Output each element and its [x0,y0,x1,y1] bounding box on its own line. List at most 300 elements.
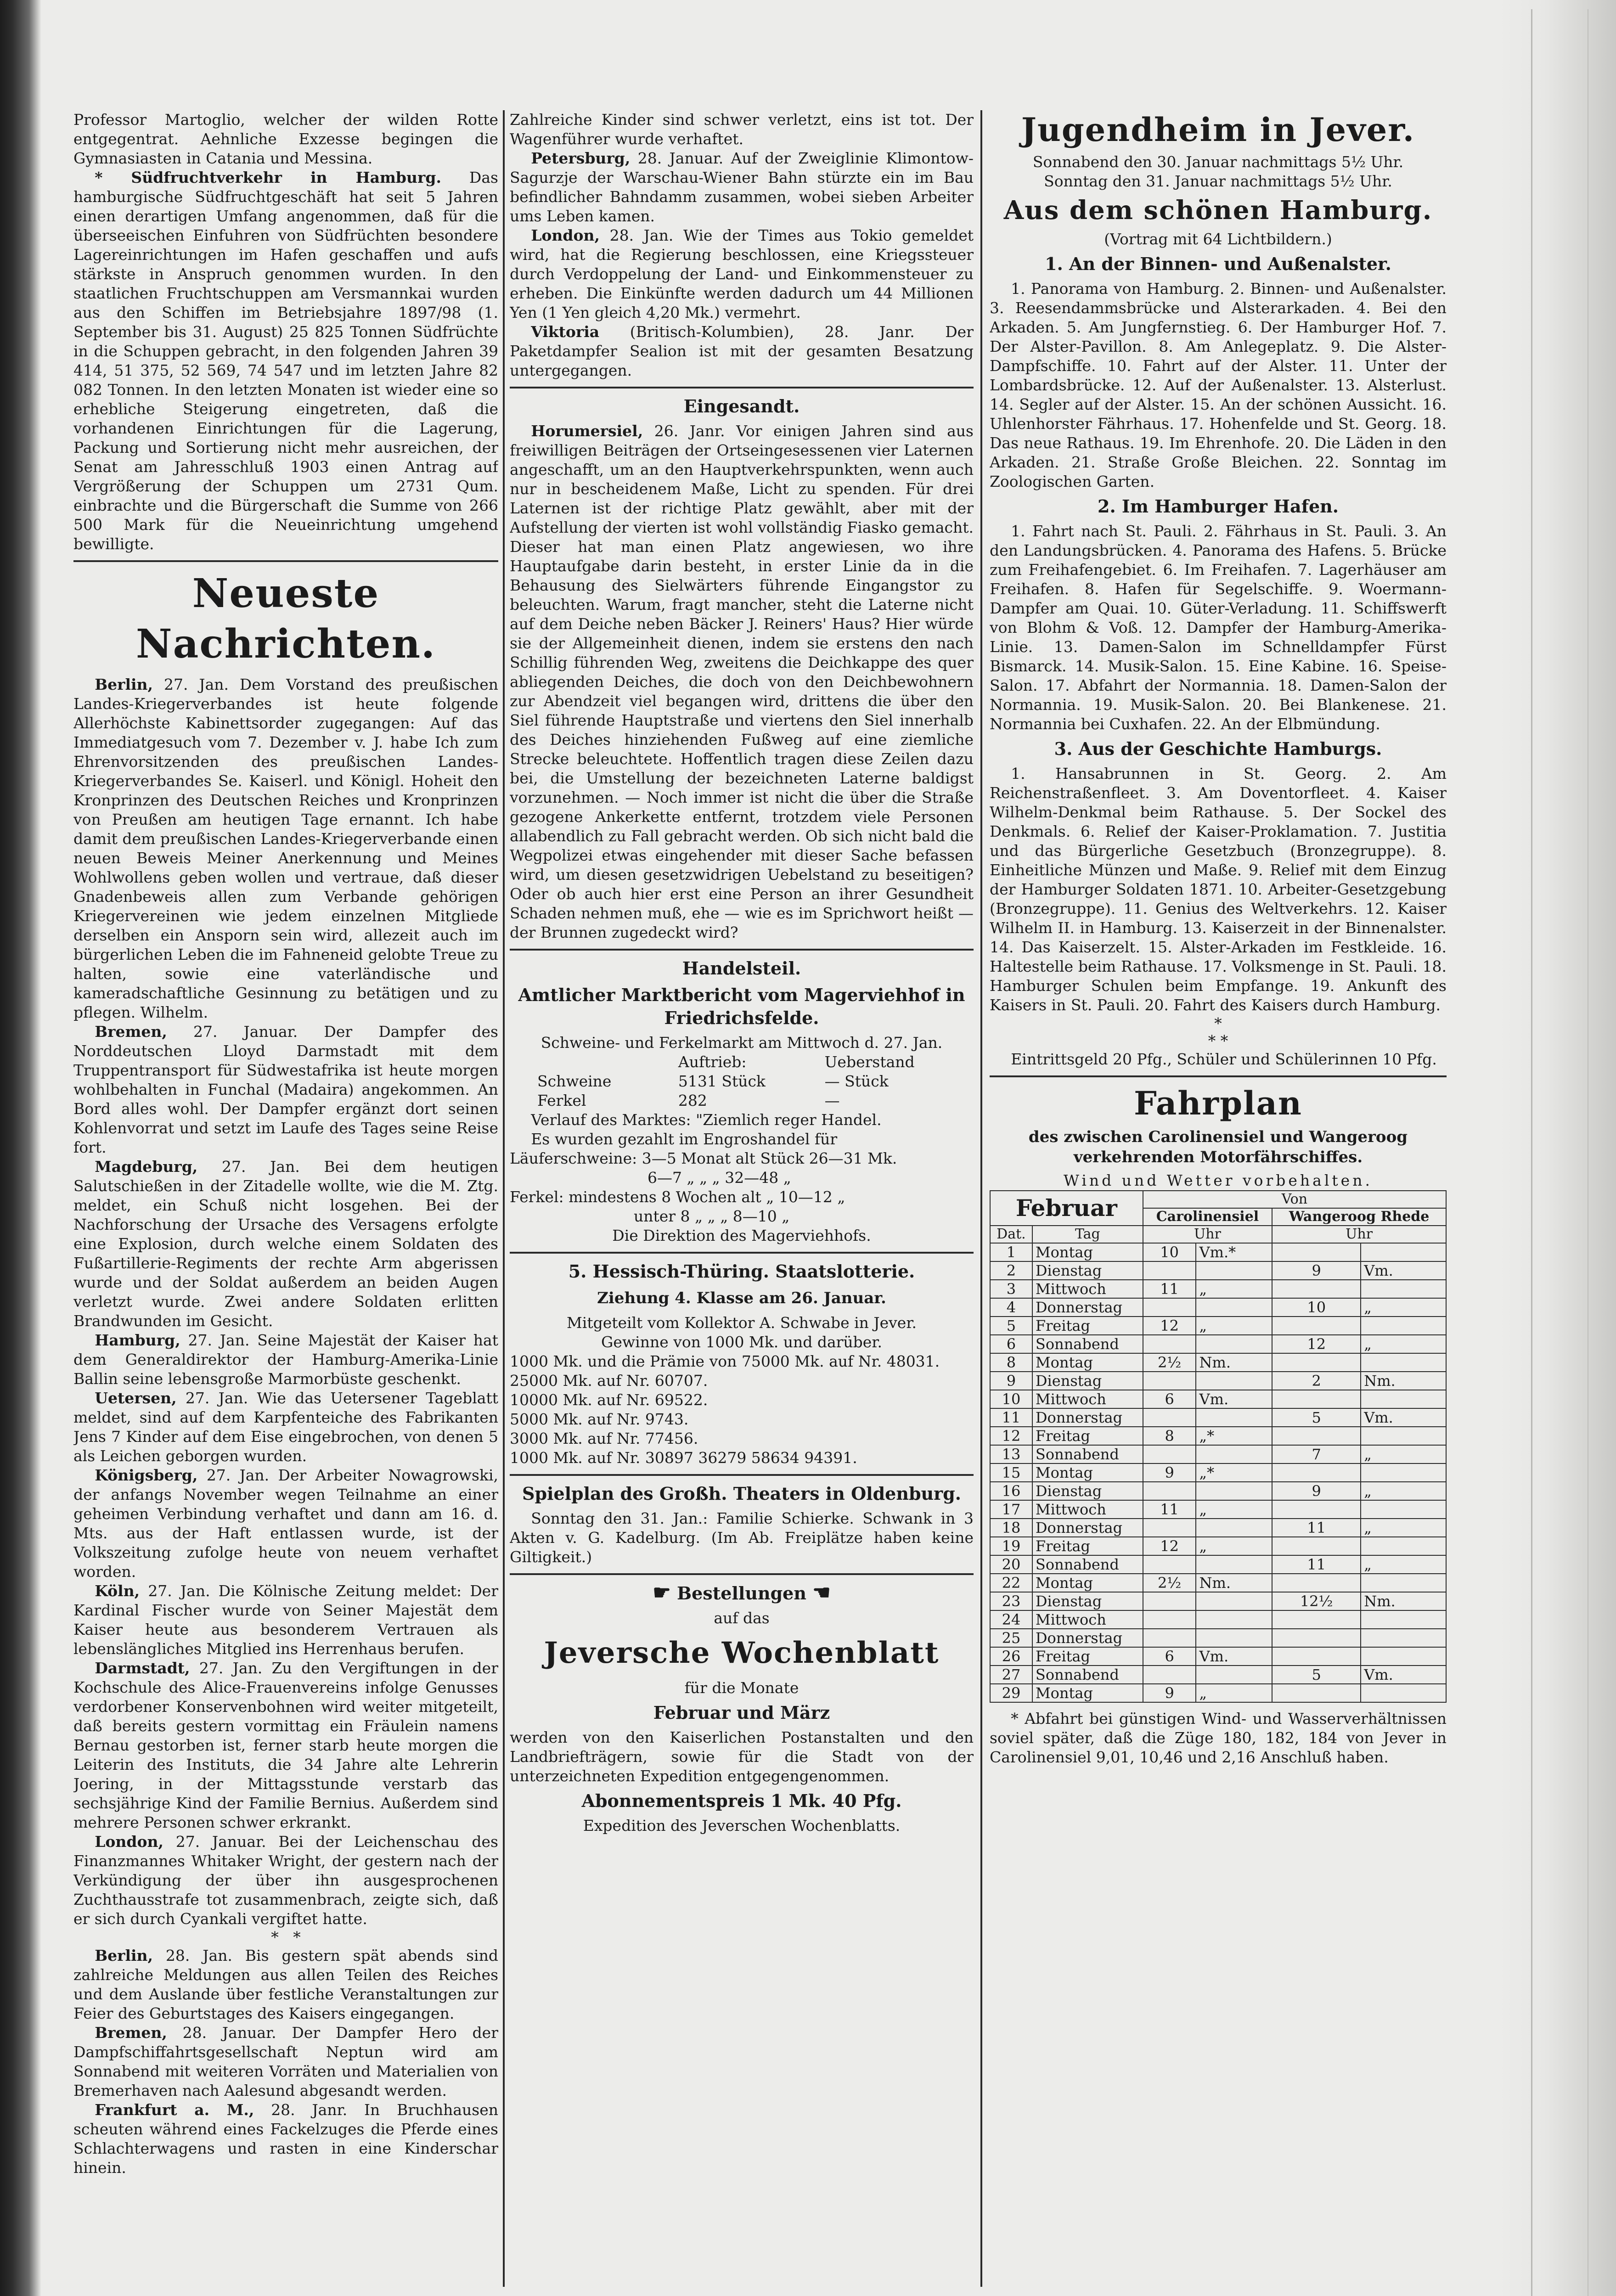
table-header-row [990,1191,1446,1208]
table-cell: 1 [990,1243,1032,1261]
order-fuer-monate: für die Monate [684,1679,799,1697]
table-cell: 11 [990,1408,1032,1427]
letter-head: Horumersiel, [531,422,643,440]
table-cell: 12 [1143,1317,1196,1335]
table-cell [1272,1317,1361,1335]
table-row [990,1610,1446,1629]
star-separator-2: * * [1208,1032,1228,1050]
news-head: Königsberg, [95,1466,198,1484]
table-cell: „* [1196,1427,1272,1445]
table-cell: 12½ [1272,1592,1361,1610]
news-berlin [73,675,498,1022]
table-cell [1143,1335,1196,1353]
news-body: 27. Januar. Der Dampfer des Norddeutschen Lloyd Darmstadt mit dem Truppentransport für Südwestafrika ist heute morgen wohlbehalten in Funchal (Madaira) angekommen. An Bord alles wohl. Der Dampfer ergänzt dort seinen Kohlenvorrat und setzt im Laufe des Tages seine Reise fort. [73,1023,498,1156]
table-cell: Mittwoch [1032,1280,1143,1298]
table-cell [1361,1427,1446,1445]
order-heading: Bestellungen [677,1583,806,1604]
table-cell: Montag [1032,1353,1143,1372]
table-cell: 5 [990,1317,1032,1335]
table-row [990,1500,1446,1519]
lottery-ziehung: Ziehung 4. Klasse am 26. Januar. [597,1289,886,1307]
table-row [990,1445,1446,1463]
news-darmstadt [73,1659,498,1832]
table-cell: Nm. [1361,1592,1446,1610]
news-petersburg [510,149,974,226]
table-cell: Nm. [1196,1353,1272,1372]
lottery-prize: 10000 Mk. auf Nr. 69522. [510,1391,708,1409]
table-cell [1143,1629,1196,1647]
table-cell: „ [1361,1445,1446,1463]
table-row [990,1280,1446,1298]
table-cell: Freitag [1032,1537,1143,1555]
news-head: Petersburg, [531,149,631,167]
program-section-1: 1. An der Binnen- und Außenalster. [1045,253,1391,274]
divider [510,1573,974,1575]
table-row [990,1408,1446,1427]
table-cell [1196,1408,1272,1427]
event-vortrag: (Vortrag mit 64 Lichtbildern.) [1104,230,1332,248]
table-cell: Sonnabend [1032,1555,1143,1574]
market-laeufer-2: 6—7 „ „ „ 32—48 „ [648,1169,791,1187]
column-3 [990,110,1447,2287]
table-cell: 6 [1143,1647,1196,1666]
table-row [990,1574,1446,1592]
news-uetersen [73,1389,498,1466]
table-row [990,1537,1446,1555]
table-cell: Montag [1032,1243,1143,1261]
table-cell: 9 [1272,1482,1361,1500]
table-cell: Ferkel [537,1092,586,1109]
table-cell: 10 [1272,1298,1361,1317]
table-cell [1196,1666,1272,1684]
timetable-dat: Dat. [990,1226,1032,1243]
event-date-2: Sonntag den 31. Januar nachmittags 5½ Uhr. [1044,172,1392,190]
column-2 [510,110,974,2287]
table-cell [1196,1445,1272,1463]
table-cell: 11 [1143,1500,1196,1519]
table-row [990,1243,1446,1261]
table-cell [1272,1629,1361,1647]
program-text-3: 1. Hansabrunnen in St. Georg. 2. Am Reichenstraßenfleet. 3. Am Doventorfleet. 4. Kaiser Wilhelm-Denkmal beim Rathause. 5. Der Sockel des Denkmals. 6. Relief der Kaiser-Proklamation. 7. Justitia und das Bürgerliche Gesetzbuch (Bronzegruppe). 8. Einheitliche Münzen und Maße. 9. Relief mit dem Einzug der Hamburger Soldaten 1871. 10. Arbeiter-Gesetzgebung (Bronzegruppe). 11. Genius des Weltverkehrs. 12. Kaiser Wilhelm II. in Hamburg. 13. Kaiserzeit in der Binnenalster. 14. Das Kaiserzelt. 15. Alster-Arkaden im Festkleide. 16. Haltestelle beim Rathause. 17. Volksmenge in St. Pauli. 18. Hamburger Schulen beim Empfange. 19. Ankunft des Kaisers in St. Pauli. 20. Fahrt des Kaisers durch Hamburg. [990,765,1447,1014]
table-cell: 3 [990,1280,1032,1298]
table-cell: 5131 Stück [678,1072,766,1090]
table-cell [1143,1555,1196,1574]
news-hamburg [73,1331,498,1389]
table-cell [1361,1629,1446,1647]
table-cell: Dienstag [1032,1372,1143,1390]
table-cell: 11 [1272,1519,1361,1537]
timetable-body [990,1243,1446,1702]
divider [510,1252,974,1254]
table-cell: Dienstag [1032,1482,1143,1500]
table-cell: 23 [990,1592,1032,1610]
page-edge-lines [1531,9,1588,2296]
table-cell [1361,1463,1446,1482]
table-cell [1196,1592,1272,1610]
table-cell [1196,1482,1272,1500]
table-cell [1361,1500,1446,1519]
paper-name: Jeversche Wochenblatt [544,1636,940,1670]
event-date-1: Sonnabend den 30. Januar nachmittags 5½ Uhr. [1032,153,1404,171]
table-cell: 19 [990,1537,1032,1555]
table-cell: 18 [990,1519,1032,1537]
timetable-uhr: Uhr [1143,1226,1272,1243]
table-cell: 25 [990,1629,1032,1647]
table-header-row [990,1226,1446,1243]
order-price: Abonnementspreis 1 Mk. 40 Pfg. [581,1790,902,1811]
table-cell: 9 [1143,1684,1196,1702]
table-cell [1272,1610,1361,1629]
lottery-kollektor: Mitgeteilt vom Kollektor A. Schwabe in Jever. [567,1314,917,1332]
news-body: 27. Jan. Die Kölnische Zeitung meldet: Der Kardinal Fischer wurde von Seiner Majestät dem Kaiser heute aus besonderem Vertrauen als lebenslängliches Mitglied ins Herrenhaus berufen. [73,1582,498,1658]
table-cell [1196,1629,1272,1647]
table-cell: 22 [990,1574,1032,1592]
table-cell [1361,1390,1446,1408]
table-cell: 26 [990,1647,1032,1666]
table-cell [1143,1519,1196,1537]
table-cell: „ [1196,1280,1272,1298]
table-cell [1196,1555,1272,1574]
pointing-hand-left-icon: ☛ [653,1581,671,1604]
lottery-gewinne: Gewinne von 1000 Mk. und darüber. [601,1333,882,1351]
program-section-2: 2. Im Hamburger Hafen. [1098,496,1339,517]
news-viktoria [510,322,974,380]
table-row [990,1647,1446,1666]
table-cell [1272,1243,1361,1261]
table-cell [1143,1298,1196,1317]
news-body: 27. Jan. Der Arbeiter Nowagrowski, der anfangs November wegen Teilnahme an einer geheimen Verbindung verhaftet und dann am 16. d. Mts. aus der Haft entlassen wurde, ist der Volkszeitung zufolge heute von neuem verhaftet worden. [73,1466,498,1581]
table-header: Auftrieb: [678,1053,747,1071]
market-ferkel-2: unter 8 „ „ „ 8—10 „ [634,1207,790,1225]
table-cell: 6 [1143,1390,1196,1408]
article-suedfrucht [73,168,498,554]
table-cell: 2½ [1143,1353,1196,1372]
table-cell: Sonnabend [1032,1666,1143,1684]
table-cell: Dienstag [1032,1261,1143,1280]
timetable-subtitle: des zwischen Carolinensiel und Wangeroog verkehrenden Motorfährschiffes. [1028,1128,1408,1166]
table-cell: 11 [1143,1280,1196,1298]
news-koenigsberg [73,1466,498,1581]
table-row [990,1390,1446,1408]
table-cell [1272,1647,1361,1666]
table-cell [1143,1372,1196,1390]
table-cell: Montag [1032,1463,1143,1482]
table-row [990,1482,1446,1500]
table-cell: 9 [1143,1463,1196,1482]
news-body: 28. Jan. Bis gestern spät abends sind zahlreiche Meldungen aus allen Teilen des Reiches und dem Auslande über festliche Veranstaltungen zur Feier des Geburtstages des Kaisers eingegangen. [73,1947,498,2022]
table-cell [1361,1243,1446,1261]
table-cell [1272,1427,1361,1445]
table-cell: Sonnabend [1032,1335,1143,1353]
news-body: 28. Jan. Wie der Times aus Tokio gemeldet wird, hat die Regierung beschlossen, eine Kriegssteuer durch Verdoppelung der Land- und Einkommensteuer zu erheben. Die Einkünfte werden dadurch um 44 Millionen Yen (1 Yen gleich 4,20 Mk.) vermehrt. [510,226,974,321]
table-cell: „ [1361,1335,1446,1353]
letter-horumersiel [510,422,974,942]
table-cell [1196,1261,1272,1280]
table-cell: 9 [1272,1261,1361,1280]
table-cell: Mittwoch [1032,1390,1143,1408]
table-header: Ueberstand [824,1053,915,1071]
timetable-wangeroog: Wangeroog Rhede [1272,1208,1446,1226]
table-cell [1196,1335,1272,1353]
section-title-handel: Handelsteil. [682,958,801,979]
news-head: Hamburg, [95,1331,180,1349]
section-title-neueste: Neueste Nachrichten. [135,570,436,667]
table-cell [1196,1610,1272,1629]
table-row [990,1372,1446,1390]
market-intro: Schweine- und Ferkelmarkt am Mittwoch d. 27. Jan. [541,1034,943,1052]
news-body: 27. Jan. Bei dem heutigen Salutschießen in der Zitadelle wollte, wie die M. Ztg. meldet, ein Schuß nicht losgehen. Bei der Nachforschung der Ursache des Versagens erfolgte eine Explosion, durch welche einem Soldaten des Fußartillerie-Regiments der rechte Arm abgerissen wurde und der Soldat außerdem an beiden Augen verletzt wurde. Zwei andere Soldaten erlitten Brandwunden im Gesicht. [73,1158,498,1330]
table-cell: Donnerstag [1032,1408,1143,1427]
table-row [990,1555,1446,1574]
table-cell: Montag [1032,1574,1143,1592]
timetable-footnote: * Abfahrt bei günstigen Wind- und Wasserverhältnissen soviel später, daß die Züge 180, 182, 184 von Jever in Carolinensiel 9,01, 10,46 und 2,16 Anschluß haben. [990,1710,1447,1766]
table-cell: 16 [990,1482,1032,1500]
divider [510,949,974,951]
news-frankfurt [73,2100,498,2178]
table-cell [1361,1647,1446,1666]
table-cell [1143,1261,1196,1280]
market-direktion: Die Direktion des Magerviehhofs. [612,1227,871,1244]
column-rule-2 [980,110,982,2287]
table-cell: Vm. [1361,1408,1446,1427]
table-cell [1272,1574,1361,1592]
table-row [990,1519,1446,1537]
table-cell: 11 [1272,1555,1361,1574]
table-cell: 27 [990,1666,1032,1684]
column-1 [73,110,498,2287]
star-separator: * [1214,1014,1222,1032]
market-table [510,1052,974,1110]
news-magdeburg [73,1157,498,1331]
table-cell [1272,1463,1361,1482]
timetable-title: Fahrplan [1134,1084,1302,1122]
table-cell: Vm. [1361,1666,1446,1684]
table-cell: 4 [990,1298,1032,1317]
table-cell: Mittwoch [1032,1610,1143,1629]
table-cell: — Stück [824,1072,889,1090]
pointing-hand-right-icon: ☚ [812,1581,831,1604]
table-cell: 12 [990,1427,1032,1445]
table-row [510,1072,974,1091]
timetable-carolinensiel: Carolinensiel [1143,1208,1272,1226]
news-bremen-2 [73,2023,498,2100]
order-auf-das: auf das [714,1609,770,1627]
theater-title: Spielplan des Großh. Theaters in Oldenburg. [522,1483,961,1504]
news-head: Bremen, [95,2024,167,2042]
table-cell [1196,1298,1272,1317]
table-cell: 10 [990,1390,1032,1408]
table-cell: „ [1196,1537,1272,1555]
news-bremen [73,1022,498,1157]
program-section-3: 3. Aus der Geschichte Hamburgs. [1054,738,1382,759]
table-cell: „ [1196,1317,1272,1335]
table-cell [1143,1482,1196,1500]
timetable-weather-note: Wind und Wetter vorbehalten. [1064,1171,1373,1189]
table-cell [1143,1408,1196,1427]
divider [510,387,974,388]
table-cell: Freitag [1032,1647,1143,1666]
table-cell: Dienstag [1032,1592,1143,1610]
event-eintritt: Eintrittsgeld 20 Pfg., Schüler und Schülerinnen 10 Pfg. [1011,1050,1437,1068]
table-cell [1196,1372,1272,1390]
theater-text: Sonntag den 31. Jan.: Familie Schierke. Schwank in 3 Akten v. G. Kadelburg. (Im Ab. Freiplätze haben keine Giltigkeit.) [510,1509,974,1566]
table-cell [1361,1610,1446,1629]
table-cell: Schweine [537,1072,612,1090]
market-laeufer: Läuferschweine: 3—5 Monat alt Stück 26—31 Mk. [510,1149,897,1167]
timetable-tag: Tag [1032,1226,1143,1243]
news-body: 28. Janr. In Bruchhausen scheuten während eines Fackelzuges die Pferde eines Schlachterwagens und rasten in eine Kinderschar hinein. [73,2101,498,2177]
table-row [990,1317,1446,1335]
table-cell: 2 [1272,1372,1361,1390]
order-months: Februar und März [653,1702,830,1723]
table-cell: 9 [990,1372,1032,1390]
divider [510,1474,974,1476]
table-cell [1361,1317,1446,1335]
news-koeln [73,1581,498,1659]
news-head: Uetersen, [95,1389,177,1407]
table-cell [1143,1445,1196,1463]
table-cell: 24 [990,1610,1032,1629]
timetable-month: Februar [990,1191,1143,1226]
table-cell: Vm. [1361,1261,1446,1280]
news-body: 27. Jan. Zu den Vergiftungen in der Kochschule des Alice-Frauenvereins infolge Genusses verdorbener Konservenbohnen wird weiter mitgeteilt, daß bereits gestern vormittag ein Fräulein namens Bernau gestorben ist, ferner starb heute morgen die Leiterin des Instituts, die 34 Jahre alte Lehrerin Joering, in der Mittagsstunde verstarb das sechsjährige Kind der Familie Bernius. Außerdem sind mehrere Personen schwer erkrankt. [73,1659,498,1831]
program-text-1: 1. Panorama von Hamburg. 2. Binnen- und Außenalster. 3. Reesendammsbrücke und Alsterarkaden. 4. Bei den Arkaden. 5. Am Jungfernstieg. 6. Der Hamburger Hof. 7. Der Alster-Pavillon. 8. Am Anlegeplatz. 9. Die Alster-Dampfschiffe. 10. Fahrt auf der Alster. 11. Unter der Lombardsbrücke. 12. Auf der Außenalster. 13. Alsterlust. 14. Segler auf der Alster. 15. An der schönen Aussicht. 16. Uhlenhorster Fährhaus. 17. Hohenfelde und St. Georg. 18. Das neue Rathaus. 19. Im Ehrenhofe. 20. Die Läden in den Arkaden. 21. Straße Große Bleichen. 22. Sonntag im Zoologischen Garten. [990,280,1447,490]
table-cell: 5 [1272,1666,1361,1684]
table-cell [1361,1537,1446,1555]
market-verlauf: Verlauf des Marktes: "Ziemlich reger Handel. [531,1111,882,1129]
table-row [990,1684,1446,1702]
timetable [990,1190,1447,1703]
news-head: Darmstadt, [95,1659,190,1677]
column-rule-1 [503,110,505,2287]
table-cell: „* [1196,1463,1272,1482]
table-cell [1143,1592,1196,1610]
table-cell [1361,1280,1446,1298]
table-cell [1272,1500,1361,1519]
table-cell [1143,1610,1196,1629]
news-london-2 [510,226,974,322]
table-cell: Sonnabend [1032,1445,1143,1463]
table-cell: 2½ [1143,1574,1196,1592]
news-head: London, [95,1833,163,1851]
table-cell: 10 [1143,1243,1196,1261]
news-body: 27. Januar. Bei der Leichenschau des Finanzmannes Whitaker Wright, der gestern nach der Verkündigung der über ihn ausgesprochenen Zuchthausstrafe tot zusammenbrach, zeigte sich, daß er sich durch Cyankali vergiftet hatte. [73,1833,498,1928]
table-cell: 13 [990,1445,1032,1463]
table-cell [1272,1390,1361,1408]
table-cell: 282 [678,1092,707,1109]
table-cell: 8 [990,1353,1032,1372]
book-spine-shadow [0,0,41,2296]
news-body: 28. Januar. Auf der Zweiglinie Klimontow-Sagurzje der Warschau-Wiener Bahn stürzte ein im Bau befindlicher Bahndamm zusammen, wobei sieben Arbeiter ums Leben kamen. [510,149,974,225]
table-cell: Nm. [1196,1574,1272,1592]
lottery-prize: 1000 Mk. auf Nr. 30897 36279 58634 94391. [510,1449,857,1467]
news-head: Berlin, [95,1947,153,1964]
news-head: Bremen, [95,1023,167,1041]
event-subject: Aus dem schönen Hamburg. [1003,195,1433,225]
table-cell: Donnerstag [1032,1298,1143,1317]
table-row [990,1335,1446,1353]
table-cell: 2 [990,1261,1032,1280]
table-row [990,1261,1446,1280]
table-row [990,1629,1446,1647]
table-cell: „ [1361,1555,1446,1574]
table-cell: Donnerstag [1032,1519,1143,1537]
lottery-title: 5. Hessisch-Thüring. Staatslotterie. [568,1261,915,1282]
article-body: Das hamburgische Südfruchtgeschäft hat seit 5 Jahren einen derartigen Umfang angenommen, daß für die überseeischen Einfuhren von Südfrüchten besondere Lagereinrichtungen im Hafen geschaffen und aufs stärkste in Anspruch genommen wurden. In den staatlichen Fruchtschuppen am Versmannkai wurden aus den Schiffen im Betriebsjahre 1897/98 (1. September bis 31. August) 25 825 Tonnen Südfrüchte in die Schuppen gebracht, in den folgenden Jahren 39 414, 51 375, 52 569, 74 547 und im letzten Jahre 82 082 Tonnen. In den letzten Monaten ist wieder eine so erhebliche Steigerung eingetreten, daß die vorhandenen Einrichtungen für die Lagerung, Packung und Sortierung nicht mehr ausreichen, der Senat am Jahresschluß 1903 einen Antrag auf Vergrößerung der Schuppen um 2731 Qum. einbrachte und die Bürgerschaft die Summe von 266 500 Mark für die Neueinrichtung umgehend bewilligte. [73,169,498,553]
table-cell: Nm. [1361,1372,1446,1390]
table-cell [1272,1353,1361,1372]
table-row [990,1666,1446,1684]
table-cell [1272,1684,1361,1702]
table-cell: 12 [1272,1335,1361,1353]
news-body: 27. Jan. Wie das Uetersener Tageblatt meldet, sind auf dem Karpfenteiche des Fabrikanten Jens 7 Kinder auf dem Eise eingebrochen, von denen 5 als Leichen geborgen wurden. [73,1389,498,1465]
table-row [510,1091,974,1110]
news-body: 27. Jan. Dem Vorstand des preußischen Landes-Kriegerverbandes ist heute folgende Allerhöchste Kabinettsorder zugegangen: Auf das Immediatgesuch vom 7. Dezember v. J. habe Ich zum Ehrenvorsitzenden des preußischen Landes-Kriegerverbandes Se. Kaiserl. und Königl. Hoheit den Kronprinzen des Deutschen Reiches und Kronprinzen von Preußen am heutigen Tage ernannt. Ich habe damit dem preußischen Landes-Kriegerverbande einen neuen Beweis Meiner Anerkennung und Meines Wohlwollens geben wollen und vertraue, daß dieser Gnadenbeweis allen zum Verbande gehörigen Kriegervereinen wie jedem einzelnen Mitgliede derselben ein Ansporn sein wird, allezeit auch im bürgerlichen Leben die im Fahneneid gelobte Treue zu halten, sowie eine vaterländische und kameradschaftliche Gesinnung zu betätigen und zu pflegen. Wilhelm. [73,675,498,1021]
table-cell: Montag [1032,1684,1143,1702]
news-london [73,1832,498,1929]
table-cell: Mittwoch [1032,1500,1143,1519]
table-row [990,1353,1446,1372]
table-cell [1272,1280,1361,1298]
timetable-uhr-2: Uhr [1272,1226,1446,1243]
lottery-prize: 1000 Mk. und die Prämie von 75000 Mk. auf Nr. 48031. [510,1352,940,1370]
news-body: 27. Jan. Seine Majestät der Kaiser hat dem Generaldirektor der Hamburg-Amerika-Linie Ballin seine lebensgroße Marmorbüste geschenkt. [73,1331,498,1388]
separator-star: * * [271,1928,301,1946]
section-title-eingesandt: Eingesandt. [683,396,800,416]
table-cell: 20 [990,1555,1032,1574]
order-title [510,1581,974,1605]
table-cell: 17 [990,1500,1032,1519]
table-cell: 12 [1143,1537,1196,1555]
news-head: Köln, [95,1582,140,1600]
news-body: 28. Januar. Der Dampfer Hero der Dampfschiffahrtsgesellschaft Neptun wird am Sonnabend mit weiteren Vorräten und Materialien von Bremerhaven nach Aalesund abgesandt werden. [73,2024,498,2099]
table-cell: 8 [1143,1427,1196,1445]
table-cell: 29 [990,1684,1032,1702]
table-cell [1196,1519,1272,1537]
table-row [990,1463,1446,1482]
order-expedition: Expedition des Jeverschen Wochenblatts. [583,1817,901,1835]
event-title-jugendheim: Jugendheim in Jever. [1021,111,1415,149]
table-cell: 7 [1272,1445,1361,1463]
order-text: werden von den Kaiserlichen Postanstalten und den Landbriefträgern, sowie für die Stadt von der unterzeichneten Expedition entgegengenommen. [510,1728,974,1785]
letter-body: 26. Janr. Vor einigen Jahren sind aus freiwilligen Beiträgen der Ortseingesessenen vier Laternen angeschafft, um an den Hauptverkehrspunkten, wenn auch nur in bescheidenem Maße, Licht zu spenden. Für drei Laternen ist der richtige Platz gewählt, aber mit der Aufstellung der vierten ist wohl vollständig Fiasko gemacht. Dieser hat man einen Platz angewiesen, wo ihre Hauptaufgabe darin besteht, in erster Linie da in die Behausung des Sielwärters führende Eingangstor zu beleuchten. Warum, fragt mancher, steht die Laterne nicht auf dem Deiche neben Bäcker J. Reiners' Haus? Hier würde sie der Allgemeinheit dienen, indem sie erstens den nach Schillig führenden Weg, zweitens die Deichkappe des quer abliegenden Deiches, die doch von den Deichbewohnern zur Abendzeit viel begangen wird, drittens die über den Siel führende Hauptstraße und viertens den Siel innerhalb des Deiches hinziehenden Fußweg auf eine ziemliche Strecke beleuchtete. Hoffentlich tragen diese Zeilen dazu bei, die Umstellung der bezeichneten Laterne baldigst vorzunehmen. — Noch immer ist nicht die über die Straße gezogene Ankerkette entfernt, trotzdem viele Personen allabendlich zu Fall gebracht werden. Ob sich nicht bald die Wegpolizei etwas eingehender mit dieser Sache befassen wird, um diesen gesetzwidrigen Uebelstand zu beseitigen? Oder ob auch hier erst eine Person an ihrer Gesundheit Schaden nehmen muß, ehe — wie es im Sprichwort heißt — der Brunnen zugedeckt wird? [510,422,974,941]
table-cell: „ [1196,1500,1272,1519]
table-cell [1143,1666,1196,1684]
news-continuation: Zahlreiche Kinder sind schwer verletzt, eins ist tot. Der Wagenführer wurde verhaftet. [510,111,974,148]
divider [990,1075,1447,1077]
table-cell: Freitag [1032,1317,1143,1335]
market-ferkel: Ferkel: mindestens 8 Wochen alt „ 10—12 „ [510,1188,845,1206]
lottery-prize: 3000 Mk. auf Nr. 77456. [510,1429,698,1447]
market-report-title: Amtlicher Marktbericht vom Magerviehhof in Friedrichsfelde. [518,985,965,1028]
table-cell [1361,1574,1446,1592]
table-row [990,1298,1446,1317]
table-cell [1361,1684,1446,1702]
table-cell [1361,1353,1446,1372]
market-gezahlt: Es wurden gezahlt im Engroshandel für [531,1130,838,1148]
news-berlin-2 [73,1946,498,2023]
table-row [990,1427,1446,1445]
intro-text: Professor Martoglio, welcher der wilden Rotte entgegentrat. Aehnliche Exzesse begingen die Gymnasiasten in Catania und Messina. [73,111,498,167]
table-cell: 5 [1272,1408,1361,1427]
table-cell [1272,1537,1361,1555]
news-head: London, [531,226,600,244]
news-body: (Britisch-Kolumbien), 28. Janr. Der Paketdampfer Sealion ist mit der gesamten Besatzung untergegangen. [510,323,974,379]
news-head: Viktoria [531,323,600,341]
table-row [990,1592,1446,1610]
table-cell: Donnerstag [1032,1629,1143,1647]
table-cell: „ [1196,1684,1272,1702]
